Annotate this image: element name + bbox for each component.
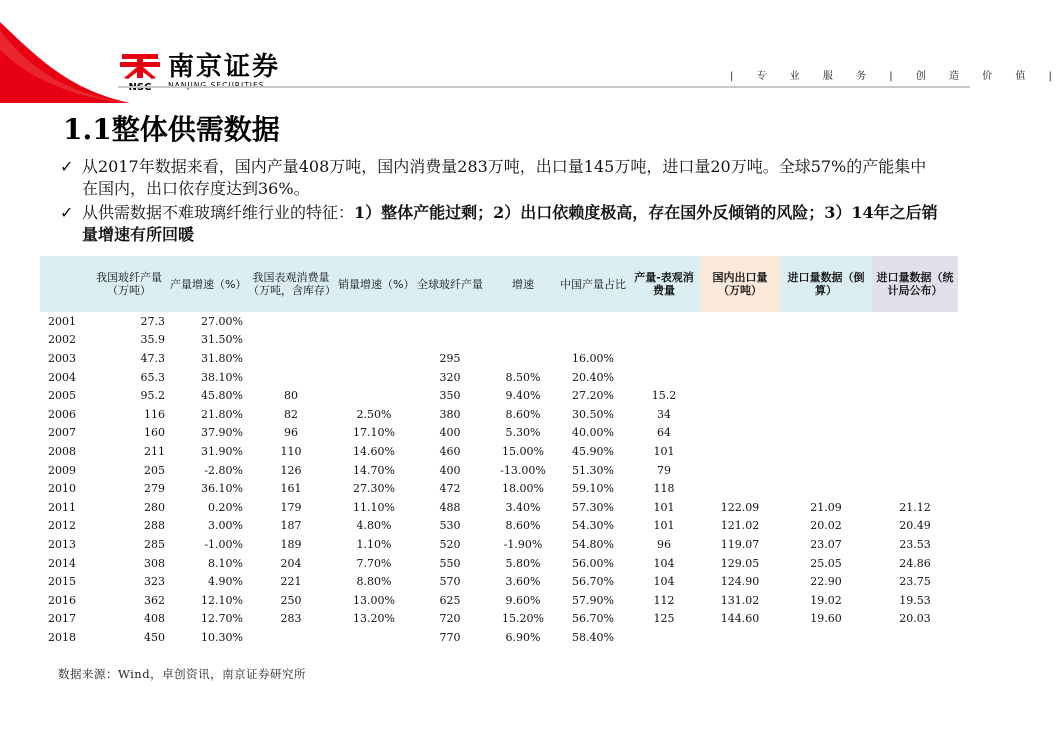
table-cell: -1.00% — [204, 537, 243, 551]
table-cell: 187 — [280, 519, 302, 533]
table-cell: 520 — [439, 537, 461, 551]
table-cell — [558, 331, 628, 350]
table-cell: 58.40% — [572, 630, 614, 644]
table-cell: 488 — [439, 500, 461, 514]
table-cell: 211 — [144, 444, 165, 458]
table-row — [40, 386, 958, 405]
table-cell — [780, 479, 872, 498]
table-cell: 5.80% — [505, 556, 541, 570]
table-cell — [700, 405, 780, 424]
table-cell: 408 — [144, 612, 165, 626]
table-cell — [872, 424, 958, 443]
table-cell: 2006 — [48, 407, 76, 421]
table-cell: 285 — [144, 537, 165, 551]
table-cell: 472 — [439, 482, 461, 496]
table-cell — [700, 349, 780, 368]
table-cell — [336, 628, 412, 647]
table-cell: 2012 — [48, 519, 76, 533]
table-cell: 20.03 — [899, 612, 931, 626]
header-divider — [118, 86, 970, 88]
table-header-cell: 增速 — [488, 256, 558, 312]
table-cell — [558, 312, 628, 331]
table-cell: 38.10% — [201, 370, 243, 384]
table-cell: 14.70% — [353, 463, 395, 477]
table-cell: 2001 — [48, 314, 76, 328]
table-cell: 122.09 — [720, 500, 760, 514]
table-cell — [488, 349, 558, 368]
table-cell: 2009 — [48, 463, 76, 477]
table-cell: 10.30% — [201, 630, 243, 644]
table-cell: 720 — [439, 612, 461, 626]
table-cell: 380 — [439, 407, 461, 421]
table-cell — [780, 405, 872, 424]
table-cell: 460 — [439, 444, 461, 458]
table-cell — [700, 424, 780, 443]
header-slogan: | 专 业 服 务 | 创 造 价 值 | — [730, 71, 1062, 82]
table-cell: 2008 — [48, 444, 76, 458]
table-row — [40, 535, 958, 554]
table-cell: 27.20% — [572, 389, 614, 403]
data-source-note: 数据来源：Wind，卓创资讯，南京证券研究所 — [58, 667, 307, 681]
table-cell: 96 — [284, 426, 298, 440]
table-cell: 280 — [144, 500, 165, 514]
table-cell — [336, 312, 412, 331]
table-cell: 288 — [144, 519, 165, 533]
table-cell: 295 — [439, 351, 461, 365]
table-cell: 18.00% — [502, 482, 544, 496]
table-cell: 64 — [657, 426, 671, 440]
table-cell — [628, 312, 700, 331]
table-cell — [872, 461, 958, 480]
table-cell: 116 — [144, 407, 165, 421]
check-icon: ✓ — [60, 203, 74, 222]
table-cell: 2017 — [48, 612, 76, 626]
table-cell: 24.86 — [899, 556, 931, 570]
table-cell: 6.90% — [505, 630, 541, 644]
table-cell — [780, 331, 872, 350]
table-cell — [488, 312, 558, 331]
table-cell: 8.60% — [505, 519, 541, 533]
table-cell: 23.75 — [899, 575, 931, 589]
table-cell: 110 — [280, 444, 302, 458]
table-cell: -2.80% — [204, 463, 243, 477]
table-cell: 37.90% — [201, 426, 243, 440]
table-cell: 45.80% — [201, 389, 243, 403]
table-cell: 400 — [439, 426, 461, 440]
table-cell — [336, 331, 412, 350]
table-cell: 131.02 — [720, 593, 760, 607]
table-cell — [246, 628, 336, 647]
table-cell: 34 — [657, 407, 671, 421]
table-cell — [872, 312, 958, 331]
table-cell: 21.12 — [899, 500, 931, 514]
table-cell: 125 — [653, 612, 675, 626]
table-cell — [336, 349, 412, 368]
table-cell — [246, 331, 336, 350]
table-cell: 15.20% — [502, 612, 544, 626]
table-cell: 51.30% — [572, 463, 614, 477]
table-cell: 35.9 — [140, 333, 165, 347]
table-header-cell: 产量-表观消费量 — [628, 256, 700, 312]
table-cell — [700, 331, 780, 350]
table-cell — [872, 479, 958, 498]
table-cell: 80 — [284, 389, 298, 403]
table-cell: 95.2 — [140, 389, 165, 403]
table-cell: 101 — [653, 519, 675, 533]
table-cell: 2014 — [48, 556, 76, 570]
table-row — [40, 498, 958, 517]
table-cell: 323 — [144, 575, 165, 589]
bullet-list — [60, 156, 940, 248]
table-header-cell: 进口量数据（倒算） — [780, 256, 872, 312]
table-cell: 770 — [439, 630, 461, 644]
table-cell: 204 — [280, 556, 302, 570]
table-cell: 2005 — [48, 389, 76, 403]
table-header-cell: 中国产量占比 — [558, 256, 628, 312]
table-cell: 126 — [280, 463, 302, 477]
table-cell: 96 — [657, 537, 671, 551]
table-cell — [628, 349, 700, 368]
table-cell: 530 — [439, 519, 461, 533]
table-cell: 0.20% — [208, 500, 243, 514]
table-cell — [412, 312, 488, 331]
table-cell: 19.02 — [810, 593, 842, 607]
table-cell: 160 — [144, 426, 165, 440]
table-cell: 56.70% — [572, 575, 614, 589]
table-cell — [336, 386, 412, 405]
table-cell — [872, 386, 958, 405]
table-cell: 4.90% — [208, 575, 243, 589]
table-cell — [700, 368, 780, 387]
table-cell: 19.60 — [810, 612, 842, 626]
table-cell: -1.90% — [503, 537, 543, 551]
table-cell: 320 — [439, 370, 461, 384]
table-row — [40, 517, 958, 536]
table-cell — [780, 461, 872, 480]
table-cell: 119.07 — [720, 537, 760, 551]
table-cell: 9.40% — [505, 389, 541, 403]
table-cell: 362 — [144, 593, 165, 607]
table-cell: 104 — [653, 575, 675, 589]
table-cell: 31.50% — [201, 333, 243, 347]
table-header-cell: 我国玻纤产量（万吨） — [90, 256, 168, 312]
table-cell: 144.60 — [720, 612, 760, 626]
table-cell: 13.20% — [353, 612, 395, 626]
table-cell: 27.30% — [353, 482, 395, 496]
table-header-cell: 产量增速（%） — [168, 256, 246, 312]
table-cell: 23.53 — [899, 537, 931, 551]
table-row — [40, 628, 958, 647]
table-cell: 47.3 — [140, 351, 165, 365]
table-cell: 2018 — [48, 630, 76, 644]
table-cell: 121.02 — [720, 519, 760, 533]
table-cell: 2011 — [48, 500, 76, 514]
bullet-bold-text: 1）整体产能过剩；2）出口依赖度极高，存在国外反倾销的风险；3）14年之后销量增速有所回暖 — [82, 203, 938, 244]
table-cell: 2004 — [48, 370, 76, 384]
table-cell — [700, 312, 780, 331]
table-cell: 14.60% — [353, 444, 395, 458]
table-cell — [412, 331, 488, 350]
table-cell — [872, 442, 958, 461]
table-cell: 3.60% — [505, 575, 541, 589]
table-cell — [700, 461, 780, 480]
table-cell: 17.10% — [353, 426, 395, 440]
table-cell — [628, 331, 700, 350]
bullet-item-2 — [60, 202, 940, 246]
table-cell: 101 — [653, 500, 675, 514]
table-cell: 15.00% — [502, 444, 544, 458]
table-cell: 21.09 — [810, 500, 842, 514]
table-cell: 9.60% — [505, 593, 541, 607]
table-cell: 625 — [439, 593, 461, 607]
table-cell — [628, 628, 700, 647]
table-cell: 283 — [280, 612, 302, 626]
table-cell — [780, 312, 872, 331]
table-cell: 189 — [280, 537, 302, 551]
table-cell: 2015 — [48, 575, 76, 589]
table-cell — [700, 442, 780, 461]
table-cell: 20.02 — [810, 519, 842, 533]
table-cell — [780, 368, 872, 387]
table-cell: 124.90 — [720, 575, 760, 589]
table-cell: 400 — [439, 463, 461, 477]
table-cell: 59.10% — [572, 482, 614, 496]
table-row — [40, 461, 958, 480]
table-cell — [872, 331, 958, 350]
table-cell: 21.80% — [201, 407, 243, 421]
table-cell: 3.40% — [505, 500, 541, 514]
table-cell: 3.00% — [208, 519, 243, 533]
table-row — [40, 405, 958, 424]
table-cell: 2003 — [48, 351, 76, 365]
table-cell: 12.10% — [201, 593, 243, 607]
table-row — [40, 572, 958, 591]
table-cell: 56.00% — [572, 556, 614, 570]
table-row — [40, 610, 958, 629]
table-cell: 8.10% — [208, 556, 243, 570]
table-cell: 350 — [439, 389, 461, 403]
table-cell: 82 — [284, 407, 298, 421]
table-header-cell: 销量增速（%） — [336, 256, 412, 312]
table-cell: 450 — [144, 630, 165, 644]
table-cell: 25.05 — [810, 556, 842, 570]
table-header-row — [40, 256, 958, 312]
table-cell: 550 — [439, 556, 461, 570]
table-cell — [780, 349, 872, 368]
table-row — [40, 312, 958, 331]
table-cell — [700, 628, 780, 647]
table-cell: 104 — [653, 556, 675, 570]
table-body — [40, 312, 958, 647]
table-cell: 2007 — [48, 426, 76, 440]
table-header-cell: 我国表观消费量（万吨，含库存） — [246, 256, 336, 312]
table-cell: 54.80% — [572, 537, 614, 551]
table-cell — [246, 349, 336, 368]
table-cell: 279 — [144, 482, 165, 496]
table-cell: 11.10% — [353, 500, 395, 514]
table-cell: 15.2 — [651, 389, 677, 403]
table-cell: 8.80% — [356, 575, 392, 589]
table-cell: 118 — [653, 482, 675, 496]
table-cell — [780, 628, 872, 647]
table-cell: 250 — [280, 593, 302, 607]
check-icon: ✓ — [60, 157, 74, 176]
table-cell — [336, 368, 412, 387]
bullet-text: 从供需数据不难玻璃纤维行业的特征： — [82, 203, 355, 222]
table-cell: 570 — [439, 575, 461, 589]
table-cell — [246, 368, 336, 387]
table-cell: 2016 — [48, 593, 76, 607]
table-cell: 308 — [144, 556, 165, 570]
bullet-item-1 — [60, 156, 940, 200]
table-cell: 7.70% — [356, 556, 392, 570]
table-cell: 5.30% — [505, 426, 541, 440]
table-cell: 13.00% — [353, 593, 395, 607]
table-cell: 1.10% — [356, 537, 392, 551]
table-header-cell — [40, 256, 90, 312]
table-row — [40, 591, 958, 610]
table-row — [40, 554, 958, 573]
table-cell: 23.07 — [810, 537, 842, 551]
table-cell: 27.3 — [140, 314, 165, 328]
table-cell — [700, 479, 780, 498]
table-cell: 31.80% — [201, 351, 243, 365]
table-cell: 4.80% — [356, 519, 392, 533]
table-cell — [700, 386, 780, 405]
table-cell — [628, 368, 700, 387]
table-cell: 12.70% — [201, 612, 243, 626]
table-cell — [246, 312, 336, 331]
logo-chinese-name: 南京证券 — [168, 52, 281, 83]
table-cell: 57.90% — [572, 593, 614, 607]
table-row — [40, 331, 958, 350]
table-cell: 221 — [280, 575, 302, 589]
table-row — [40, 442, 958, 461]
table-cell: 205 — [144, 463, 165, 477]
table-cell: 36.10% — [201, 482, 243, 496]
table-cell — [872, 368, 958, 387]
table-cell: 2010 — [48, 482, 76, 496]
table-cell: 20.40% — [572, 370, 614, 384]
table-cell: 79 — [657, 463, 671, 477]
table-header-cell: 全球玻纤产量 — [412, 256, 488, 312]
table-header-cell: 国内出口量（万吨） — [700, 256, 780, 312]
table-cell: 27.00% — [201, 314, 243, 328]
table-cell: 57.30% — [572, 500, 614, 514]
table-cell — [872, 405, 958, 424]
table-cell: 31.90% — [201, 444, 243, 458]
table-cell: 22.90 — [810, 575, 842, 589]
table-cell: 112 — [653, 593, 675, 607]
table-cell: 2002 — [48, 333, 76, 347]
table-row — [40, 479, 958, 498]
table-row — [40, 424, 958, 443]
table-cell: 8.50% — [505, 370, 541, 384]
table-cell: 101 — [653, 444, 675, 458]
table-cell — [780, 424, 872, 443]
table-cell: 8.60% — [505, 407, 541, 421]
supply-demand-table — [40, 256, 958, 647]
table-cell — [872, 628, 958, 647]
bullet-text: 从2017年数据来看，国内产量408万吨，国内消费量283万吨，出口量145万吨，进口量20万吨。全球57%的产能集中在国内，出口依存度达到36%。 — [82, 157, 927, 198]
table-cell: 54.30% — [572, 519, 614, 533]
table-cell — [488, 331, 558, 350]
table-cell: 56.70% — [572, 612, 614, 626]
table-cell: 2013 — [48, 537, 76, 551]
table-cell: 19.53 — [899, 593, 931, 607]
table-row — [40, 368, 958, 387]
table-cell: 40.00% — [572, 426, 614, 440]
table-cell: 16.00% — [572, 351, 614, 365]
table-cell — [872, 349, 958, 368]
table-cell: 20.49 — [899, 519, 931, 533]
table-row — [40, 349, 958, 368]
table-cell: 2.50% — [356, 407, 392, 421]
table-cell: 65.3 — [140, 370, 165, 384]
table-cell: 179 — [280, 500, 302, 514]
table-cell: 30.50% — [572, 407, 614, 421]
table-header-cell: 进口量数据（统计局公布） — [872, 256, 958, 312]
table-cell — [780, 442, 872, 461]
table-cell: 45.90% — [572, 444, 614, 458]
table-cell — [780, 386, 872, 405]
table-cell: 161 — [280, 482, 302, 496]
table-cell: -13.00% — [500, 463, 546, 477]
slide-title: 1.1整体供需数据 — [63, 113, 280, 146]
table-cell: 129.05 — [720, 556, 760, 570]
